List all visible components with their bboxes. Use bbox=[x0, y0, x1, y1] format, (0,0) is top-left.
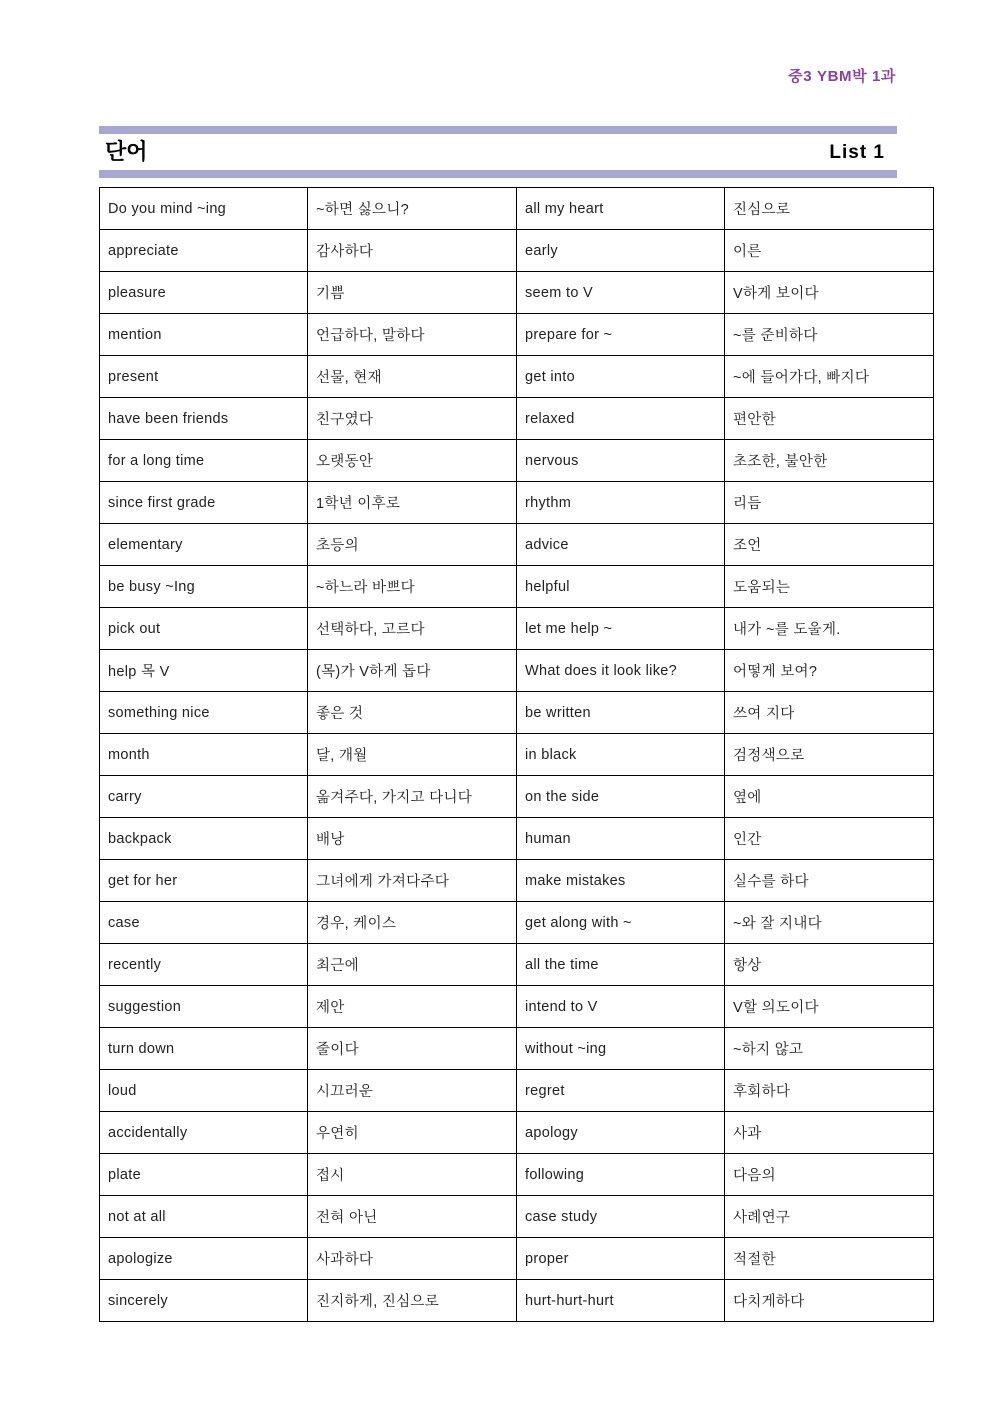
table-row bbox=[100, 272, 934, 314]
vocab-cell-korean-left: 우연히 bbox=[308, 1112, 517, 1154]
vocab-cell-korean-left: 사과하다 bbox=[308, 1238, 517, 1280]
vocab-cell-korean-left: (목)가 V하게 돕다 bbox=[308, 650, 517, 692]
vocab-cell-korean-right: 사과 bbox=[725, 1112, 934, 1154]
vocab-cell-korean-right: 인간 bbox=[725, 818, 934, 860]
table-row bbox=[100, 398, 934, 440]
vocab-cell-korean-right: 편안한 bbox=[725, 398, 934, 440]
vocab-cell-english-right: advice bbox=[517, 524, 725, 566]
table-row bbox=[100, 566, 934, 608]
table-row bbox=[100, 1280, 934, 1322]
vocab-cell-english-left: be busy ~Ing bbox=[100, 566, 308, 608]
vocab-cell-english-right: helpful bbox=[517, 566, 725, 608]
table-row bbox=[100, 1112, 934, 1154]
title-top-bar bbox=[99, 126, 897, 134]
vocab-cell-korean-left: 언급하다, 말하다 bbox=[308, 314, 517, 356]
vocab-cell-english-left: case bbox=[100, 902, 308, 944]
vocab-cell-english-left: plate bbox=[100, 1154, 308, 1196]
vocab-cell-korean-right: ~하지 않고 bbox=[725, 1028, 934, 1070]
vocab-cell-korean-left: 최근에 bbox=[308, 944, 517, 986]
vocab-cell-korean-right: ~와 잘 지내다 bbox=[725, 902, 934, 944]
vocab-cell-korean-right: 항상 bbox=[725, 944, 934, 986]
vocab-cell-english-right: following bbox=[517, 1154, 725, 1196]
vocab-cell-korean-left: 1학년 이후로 bbox=[308, 482, 517, 524]
vocab-cell-korean-left: 좋은 것 bbox=[308, 692, 517, 734]
vocab-cell-english-left: get for her bbox=[100, 860, 308, 902]
vocab-cell-korean-right: 초조한, 불안한 bbox=[725, 440, 934, 482]
list-number-label: List 1 bbox=[829, 141, 885, 163]
vocab-cell-korean-left: 진지하게, 진심으로 bbox=[308, 1280, 517, 1322]
vocab-cell-english-left: for a long time bbox=[100, 440, 308, 482]
vocab-cell-english-right: be written bbox=[517, 692, 725, 734]
vocab-cell-english-right: get into bbox=[517, 356, 725, 398]
vocab-cell-korean-left: ~하느라 바쁘다 bbox=[308, 566, 517, 608]
vocab-cell-korean-left: 제안 bbox=[308, 986, 517, 1028]
vocab-cell-english-right: without ~ing bbox=[517, 1028, 725, 1070]
vocab-cell-korean-right: ~에 들어가다, 빠지다 bbox=[725, 356, 934, 398]
vocab-cell-english-right: human bbox=[517, 818, 725, 860]
vocab-cell-english-right: let me help ~ bbox=[517, 608, 725, 650]
vocab-cell-korean-right: 도움되는 bbox=[725, 566, 934, 608]
table-row bbox=[100, 482, 934, 524]
vocab-cell-korean-right: 리듬 bbox=[725, 482, 934, 524]
vocab-cell-english-right: get along with ~ bbox=[517, 902, 725, 944]
vocab-cell-korean-right: 적절한 bbox=[725, 1238, 934, 1280]
vocab-cell-korean-right: 쓰여 지다 bbox=[725, 692, 934, 734]
vocab-cell-english-left: pick out bbox=[100, 608, 308, 650]
vocab-cell-korean-left: 경우, 케이스 bbox=[308, 902, 517, 944]
vocab-cell-english-right: on the side bbox=[517, 776, 725, 818]
vocab-cell-english-left: since first grade bbox=[100, 482, 308, 524]
vocab-cell-english-left: apologize bbox=[100, 1238, 308, 1280]
vocab-cell-korean-left: 그녀에게 가져다주다 bbox=[308, 860, 517, 902]
vocab-cell-english-right: hurt-hurt-hurt bbox=[517, 1280, 725, 1322]
vocab-cell-english-right: all my heart bbox=[517, 188, 725, 230]
table-row bbox=[100, 692, 934, 734]
vocab-cell-korean-left: 달, 개월 bbox=[308, 734, 517, 776]
table-row bbox=[100, 608, 934, 650]
table-row bbox=[100, 1028, 934, 1070]
table-row bbox=[100, 356, 934, 398]
title-bottom-bar bbox=[99, 170, 897, 178]
vocab-cell-english-right: apology bbox=[517, 1112, 725, 1154]
vocab-cell-korean-left: 전혀 아닌 bbox=[308, 1196, 517, 1238]
vocab-cell-korean-left: 시끄러운 bbox=[308, 1070, 517, 1112]
vocab-cell-korean-left: 감사하다 bbox=[308, 230, 517, 272]
vocab-cell-english-right: case study bbox=[517, 1196, 725, 1238]
vocab-cell-korean-left: 배낭 bbox=[308, 818, 517, 860]
vocab-cell-korean-left: 줄이다 bbox=[308, 1028, 517, 1070]
vocab-cell-english-left: mention bbox=[100, 314, 308, 356]
vocab-cell-english-left: Do you mind ~ing bbox=[100, 188, 308, 230]
vocab-cell-korean-left: 오랫동안 bbox=[308, 440, 517, 482]
vocabulary-table-wrapper bbox=[99, 187, 897, 1322]
vocab-cell-english-left: have been friends bbox=[100, 398, 308, 440]
page-title: 단어 bbox=[105, 139, 148, 164]
vocab-cell-english-right: all the time bbox=[517, 944, 725, 986]
vocab-cell-english-left: month bbox=[100, 734, 308, 776]
table-row bbox=[100, 1238, 934, 1280]
vocab-cell-english-right: intend to V bbox=[517, 986, 725, 1028]
table-row bbox=[100, 650, 934, 692]
vocab-cell-korean-right: 후회하다 bbox=[725, 1070, 934, 1112]
title-block bbox=[99, 126, 897, 178]
vocab-cell-english-left: turn down bbox=[100, 1028, 308, 1070]
vocab-cell-english-left: appreciate bbox=[100, 230, 308, 272]
vocab-cell-korean-left: 옮겨주다, 가지고 다니다 bbox=[308, 776, 517, 818]
vocab-cell-korean-right: 진심으로 bbox=[725, 188, 934, 230]
table-row bbox=[100, 314, 934, 356]
vocab-cell-english-left: loud bbox=[100, 1070, 308, 1112]
vocab-cell-english-left: accidentally bbox=[100, 1112, 308, 1154]
table-row bbox=[100, 524, 934, 566]
vocab-cell-korean-right: 내가 ~를 도울게. bbox=[725, 608, 934, 650]
table-row bbox=[100, 944, 934, 986]
vocab-cell-korean-right: 어떻게 보여? bbox=[725, 650, 934, 692]
vocab-cell-english-left: not at all bbox=[100, 1196, 308, 1238]
table-row bbox=[100, 902, 934, 944]
table-row bbox=[100, 1154, 934, 1196]
vocabulary-table bbox=[99, 187, 934, 1322]
table-row bbox=[100, 440, 934, 482]
vocab-cell-english-right: seem to V bbox=[517, 272, 725, 314]
vocab-cell-korean-right: 옆에 bbox=[725, 776, 934, 818]
vocab-cell-english-left: recently bbox=[100, 944, 308, 986]
vocab-cell-english-right: proper bbox=[517, 1238, 725, 1280]
vocab-cell-english-right: What does it look like? bbox=[517, 650, 725, 692]
table-row bbox=[100, 860, 934, 902]
vocab-cell-english-left: help 목 V bbox=[100, 650, 308, 692]
vocab-cell-english-right: prepare for ~ bbox=[517, 314, 725, 356]
table-row bbox=[100, 986, 934, 1028]
vocab-cell-english-left: carry bbox=[100, 776, 308, 818]
table-row bbox=[100, 776, 934, 818]
vocab-cell-english-right: regret bbox=[517, 1070, 725, 1112]
table-row bbox=[100, 188, 934, 230]
vocab-cell-korean-left: 선물, 현재 bbox=[308, 356, 517, 398]
table-row bbox=[100, 1070, 934, 1112]
vocab-cell-korean-left: 선택하다, 고르다 bbox=[308, 608, 517, 650]
vocab-cell-english-left: something nice bbox=[100, 692, 308, 734]
vocab-cell-english-right: make mistakes bbox=[517, 860, 725, 902]
vocab-cell-english-left: backpack bbox=[100, 818, 308, 860]
vocab-cell-korean-right: 다음의 bbox=[725, 1154, 934, 1196]
vocab-cell-korean-left: 친구였다 bbox=[308, 398, 517, 440]
course-label: 중3 YBM박 1과 bbox=[788, 68, 896, 85]
vocab-cell-korean-left: ~하면 싫으니? bbox=[308, 188, 517, 230]
table-row bbox=[100, 230, 934, 272]
vocab-cell-korean-right: V하게 보이다 bbox=[725, 272, 934, 314]
vocab-cell-korean-right: 실수를 하다 bbox=[725, 860, 934, 902]
table-row bbox=[100, 818, 934, 860]
vocab-cell-korean-left: 접시 bbox=[308, 1154, 517, 1196]
table-row bbox=[100, 734, 934, 776]
vocab-cell-english-right: relaxed bbox=[517, 398, 725, 440]
vocab-cell-english-left: pleasure bbox=[100, 272, 308, 314]
vocab-cell-korean-right: 사례연구 bbox=[725, 1196, 934, 1238]
vocab-cell-korean-left: 기쁨 bbox=[308, 272, 517, 314]
vocab-cell-korean-left: 초등의 bbox=[308, 524, 517, 566]
table-row bbox=[100, 1196, 934, 1238]
vocab-cell-korean-right: 조언 bbox=[725, 524, 934, 566]
title-row bbox=[99, 134, 897, 170]
vocab-cell-korean-right: 이른 bbox=[725, 230, 934, 272]
vocab-cell-korean-right: V할 의도이다 bbox=[725, 986, 934, 1028]
vocab-cell-english-right: nervous bbox=[517, 440, 725, 482]
vocab-cell-english-left: elementary bbox=[100, 524, 308, 566]
vocab-cell-korean-right: 검정색으로 bbox=[725, 734, 934, 776]
vocab-cell-english-right: in black bbox=[517, 734, 725, 776]
vocab-cell-english-left: sincerely bbox=[100, 1280, 308, 1322]
vocab-cell-english-left: suggestion bbox=[100, 986, 308, 1028]
vocab-cell-korean-right: 다치게하다 bbox=[725, 1280, 934, 1322]
vocab-cell-english-right: early bbox=[517, 230, 725, 272]
vocab-cell-english-left: present bbox=[100, 356, 308, 398]
vocab-cell-english-right: rhythm bbox=[517, 482, 725, 524]
vocab-cell-korean-right: ~를 준비하다 bbox=[725, 314, 934, 356]
